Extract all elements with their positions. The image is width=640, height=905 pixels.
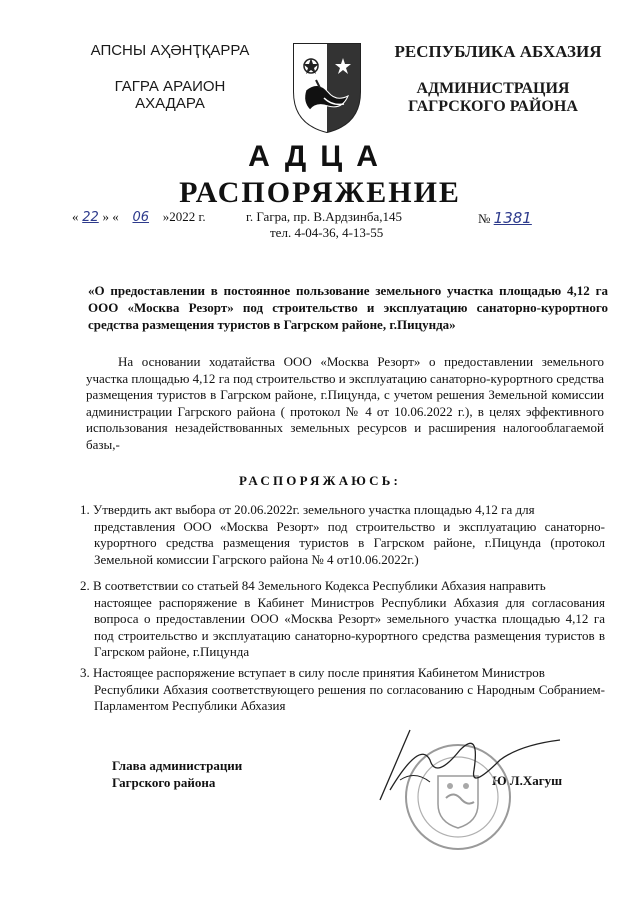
order-item-2 bbox=[80, 578, 605, 661]
number-value: 1381 bbox=[493, 209, 532, 227]
number-label: № bbox=[478, 211, 491, 226]
document-title-abkhaz: АДЦА bbox=[248, 140, 392, 173]
document-address: г. Гагра, пр. В.Ардзинба,145 bbox=[246, 209, 402, 224]
preamble-paragraph: На основании ходатайства ООО «Москва Резорт» о предоставлении земельного участка площадью 4,12 га под строительство и эксплуатацию санаторно-курортного средства размещения туристов в Гагрском районе, г.Пицунда, с учетом решения Земельной комиссии администрации Гагрского района ( протокол № 4 от 10.06.2022 г.), в целях эффективного использования незадействованных земельных ресурсов и расширения налогооблагаемой базы,- bbox=[86, 354, 604, 452]
date-year: »2022 г. bbox=[162, 209, 206, 224]
date-day: 22 bbox=[82, 210, 99, 225]
header-right-line3: ГАГРСКОГО РАЙОНА bbox=[408, 98, 578, 115]
order-item-1-text: представления ООО «Москва Резорт» под строительство и эксплуатацию санаторно-курортного средства размещения туристов в Гагрском районе, г.Пицунда (протокол Земельной комиссии Гагрского района № 4 от10.06.2022г.) bbox=[94, 518, 605, 567]
order-item-1-first-line: 1. Утвердить акт выбора от 20.06.2022г. земельного участка площадью 4,12 га для bbox=[80, 502, 535, 517]
signatory-title-line1: Глава администрации bbox=[112, 758, 243, 773]
document-subject: «О предоставлении в постоянное пользование земельного участка площадью 4,12 га ООО «Москва Резорт» под строительство и эксплуатацию санаторно-курортного средства размещения туристов в Гагрском районе, г.Пицунда» bbox=[88, 283, 608, 332]
order-item-2-text: настоящее распоряжение в Кабинет Министров Республики Абхазия для согласования вопроса о предоставлении ООО «Москва Резорт» земельного участка площадью 4,12 га под строительство и эксплуатацию санаторно-курортного средства размещения туристов в Гагрском районе, г.Пицунда bbox=[94, 594, 605, 660]
header-left-line2: ГАГРА АРАИОН bbox=[114, 78, 226, 95]
order-item-2-first-line: 2. В соответствии со статьей 84 Земельного Кодекса Республики Абхазия направить bbox=[80, 578, 546, 593]
header-right-line1: РЕСПУБЛИКА АБХАЗИЯ bbox=[394, 42, 602, 61]
order-item-1 bbox=[80, 502, 605, 568]
signatory-name: Ю.Л.Хагуш bbox=[492, 773, 563, 788]
signatory-title-line2: Гагрского района bbox=[112, 775, 216, 790]
order-item-3 bbox=[80, 665, 605, 715]
handwritten-signature bbox=[370, 720, 570, 810]
date-month: 06 bbox=[132, 210, 150, 225]
document-phone: тел. 4-04-36, 4-13-55 bbox=[270, 225, 384, 240]
order-item-3-text: Республики Абхазия соответствующего решения по согласованию с Народным Собранием- Парламентом Республики Абхазия bbox=[94, 681, 605, 714]
document-date: « 22 » « 06 »2022 г. bbox=[72, 209, 206, 225]
header-left-line3: АХАДАРА bbox=[135, 95, 205, 112]
document-number bbox=[478, 209, 556, 227]
coat-of-arms-emblem bbox=[288, 40, 366, 134]
order-item-3-first-line: 3. Настоящее распоряжение вступает в силу после принятия Кабинетом Министров bbox=[80, 665, 545, 680]
ordered-heading: РАСПОРЯЖАЮСЬ: bbox=[238, 473, 402, 488]
header-right-line2: АДМИНИСТРАЦИЯ bbox=[416, 80, 570, 97]
header-left-line1: АПСНЫ АҲӘНҬҚАРРА bbox=[90, 42, 250, 59]
document-title-russian: РАСПОРЯЖЕНИЕ bbox=[179, 176, 461, 209]
